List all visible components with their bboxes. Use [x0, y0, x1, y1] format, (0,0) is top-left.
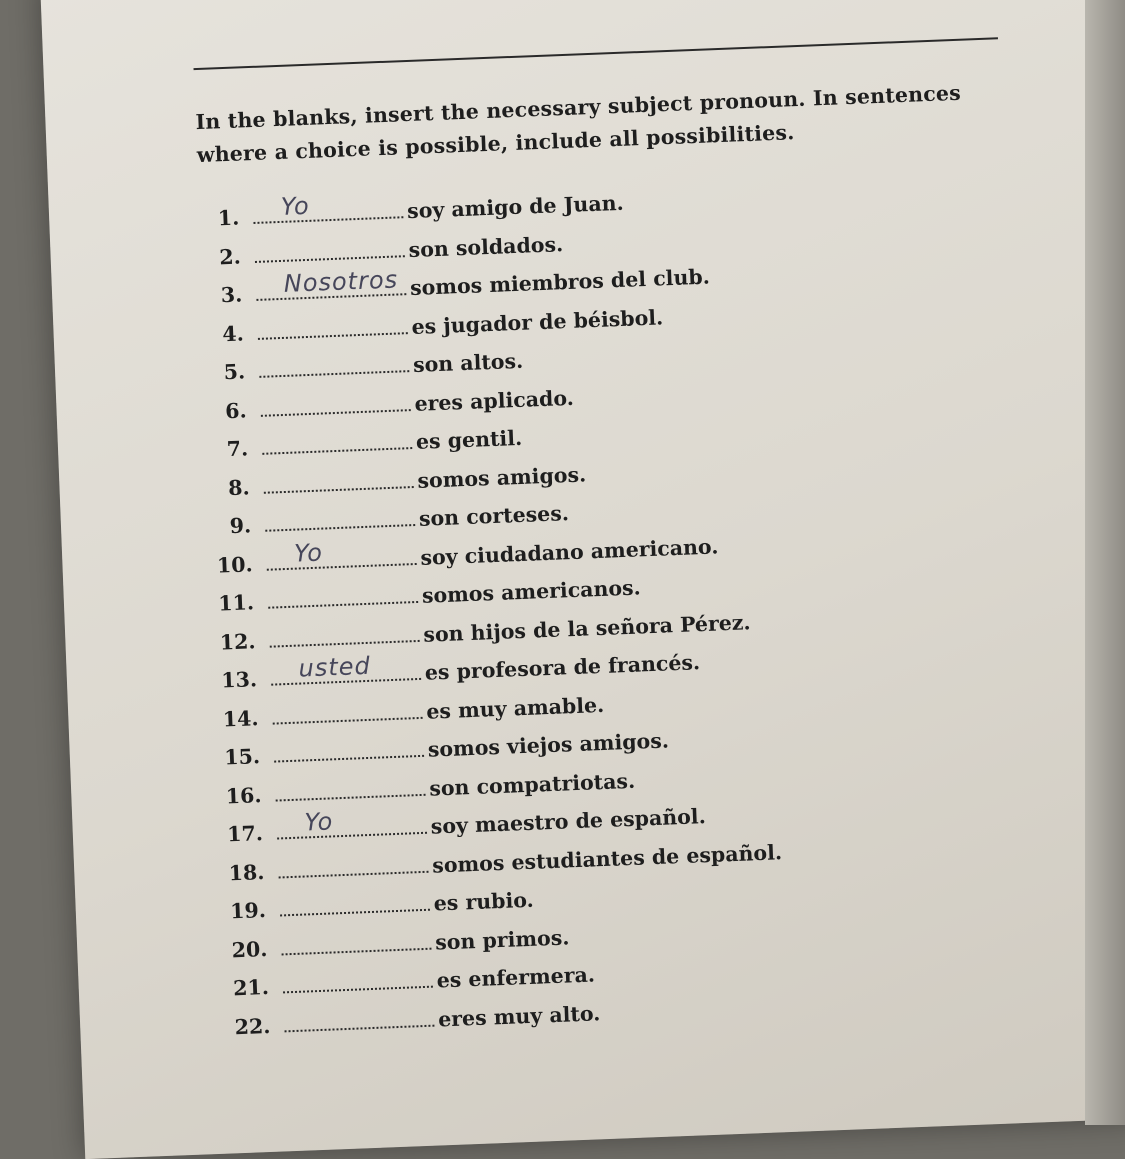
answer-blank[interactable]: [260, 387, 411, 417]
item-number: 8.: [227, 474, 251, 500]
sentence-text: eres aplicado.: [414, 385, 575, 416]
answer-blank[interactable]: [257, 310, 408, 340]
answer-blank[interactable]: [253, 191, 404, 224]
sentence-text: somos amigos.: [417, 461, 587, 493]
item-number: 12.: [219, 628, 256, 655]
handwritten-answer: usted: [298, 651, 372, 683]
answer-blank[interactable]: [263, 464, 414, 494]
item-number: 2.: [218, 244, 242, 269]
handwritten-answer: Nosotros: [283, 265, 399, 298]
item-number: 9.: [229, 513, 252, 539]
sentence-text: es muy amable.: [425, 692, 605, 724]
answer-blank[interactable]: [256, 265, 407, 301]
sentence-text: somos estudiantes de español.: [431, 839, 783, 878]
answer-blank[interactable]: [264, 502, 415, 532]
sentence-text: somos viejos amigos.: [427, 728, 670, 762]
item-number: 16.: [225, 782, 262, 808]
item-number: 10.: [216, 551, 254, 578]
handwritten-answer: Yo: [280, 191, 311, 221]
answer-blank[interactable]: [282, 964, 433, 994]
item-number: 4.: [221, 320, 245, 346]
sentence-text: somos miembros del club.: [409, 264, 711, 301]
item-number: 6.: [224, 397, 248, 423]
item-number: 17.: [226, 821, 264, 847]
sentence-text: soy ciudadano americano.: [419, 533, 719, 570]
answer-blank[interactable]: [275, 771, 426, 801]
item-number: 14.: [222, 705, 259, 732]
sentence-text: son hijos de la señora Pérez.: [422, 609, 751, 647]
worksheet-page: [40, 0, 1125, 1159]
item-number: 5.: [223, 359, 246, 385]
sentence-text: soy maestro de español.: [430, 804, 707, 839]
answer-blank[interactable]: [278, 848, 429, 878]
answer-blank[interactable]: [270, 651, 421, 686]
instructions: In the blanks, insert the necessary subject pronoun. In sentences where a choice is possible, include all possibilities.: [195, 80, 962, 168]
answer-blank[interactable]: [266, 540, 417, 570]
sentence-text: son compatriotas.: [428, 768, 636, 801]
sentence-text: son altos.: [412, 348, 524, 377]
item-number: 3.: [220, 282, 243, 308]
item-number: 15.: [223, 744, 261, 770]
sentence-text: es jugador de béisbol.: [411, 304, 664, 339]
item-number: 18.: [228, 859, 265, 885]
answer-blank[interactable]: [254, 233, 405, 263]
exercise-list: [194, 175, 926, 1048]
item-number: 21.: [232, 974, 270, 1001]
answer-blank[interactable]: [284, 1002, 435, 1032]
answer-blank[interactable]: [276, 807, 427, 840]
item-number: 13.: [220, 667, 258, 693]
sentence-text: eres muy alto.: [437, 1000, 601, 1031]
answer-blank[interactable]: [273, 733, 424, 763]
item-number: 22.: [234, 1013, 271, 1039]
sentence-text: soy amigo de Juan.: [406, 190, 625, 224]
item-number: 7.: [226, 436, 249, 462]
top-rule: [193, 37, 997, 70]
sentence-text: son corteses.: [418, 501, 570, 531]
item-number: 1.: [217, 205, 240, 231]
sentence-text: somos americanos.: [421, 575, 642, 608]
answer-blank[interactable]: [279, 887, 430, 917]
sentence-text: es rubio.: [433, 887, 535, 916]
sentence-text: es enfermera.: [436, 962, 596, 993]
answer-blank[interactable]: [281, 925, 432, 955]
sentence-text: son soldados.: [408, 231, 564, 262]
answer-blank[interactable]: [259, 348, 410, 378]
item-number: 11.: [217, 590, 255, 616]
answer-blank[interactable]: [272, 694, 423, 724]
handwritten-answer: Yo: [293, 538, 324, 568]
page-edge: [1085, 0, 1125, 1125]
answer-blank[interactable]: [269, 617, 420, 647]
handwritten-answer: Yo: [303, 807, 334, 837]
item-number: 20.: [231, 936, 268, 962]
sentence-text: son primos.: [434, 924, 570, 955]
item-number: 19.: [229, 898, 267, 924]
answer-blank[interactable]: [261, 425, 412, 455]
sentence-text: es profesora de francés.: [424, 650, 701, 685]
sentence-text: es gentil.: [415, 425, 523, 454]
answer-blank[interactable]: [267, 579, 418, 609]
